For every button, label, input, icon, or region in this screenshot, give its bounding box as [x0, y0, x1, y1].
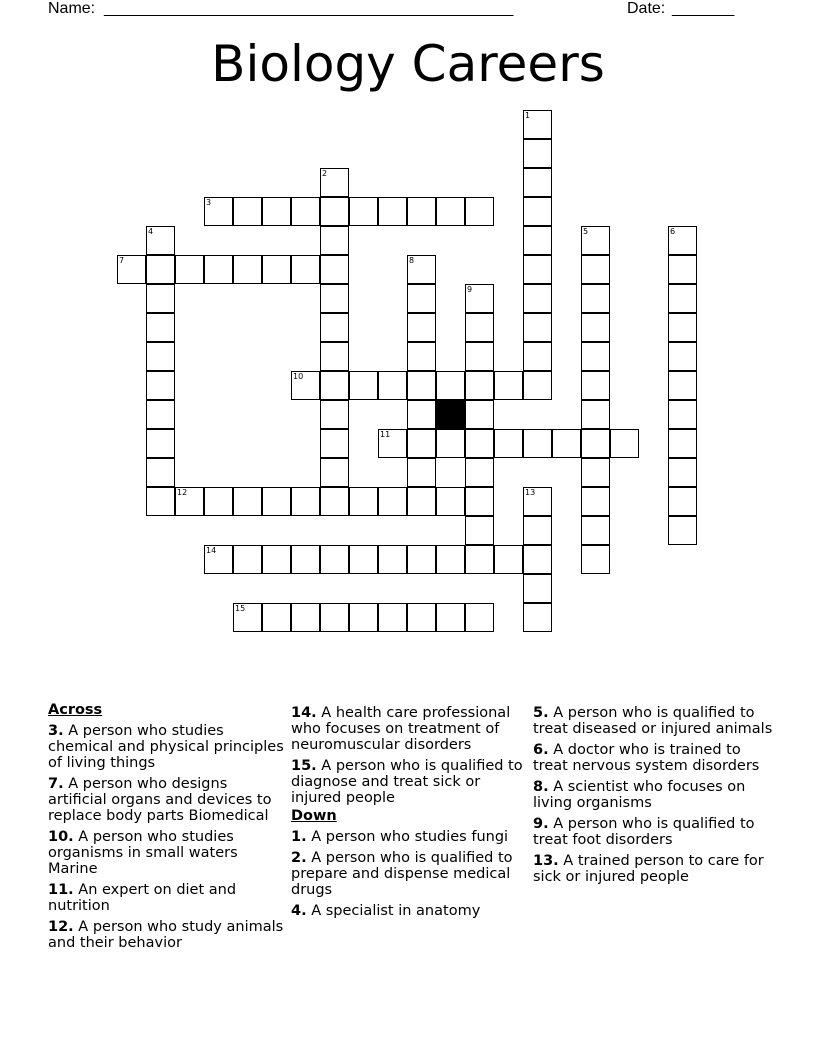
clue-item-number: 7.	[48, 776, 64, 792]
crossword-cell[interactable]	[146, 255, 175, 284]
clue-item-number: 5.	[533, 705, 549, 721]
crossword-cell[interactable]	[320, 313, 349, 342]
clue-item-text: A person who is qualified to treat foot disorders	[533, 816, 755, 848]
crossword-cell[interactable]	[494, 371, 523, 400]
crossword-cell[interactable]	[465, 487, 494, 516]
crossword-cell[interactable]	[465, 371, 494, 400]
crossword-cell[interactable]	[668, 487, 697, 516]
crossword-cell[interactable]	[523, 226, 552, 255]
crossword-cell[interactable]	[175, 487, 204, 516]
crossword-cell[interactable]	[320, 284, 349, 313]
clue-item	[48, 829, 284, 877]
clue-item	[533, 816, 773, 848]
crossword-cell[interactable]	[407, 487, 436, 516]
crossword-cell[interactable]	[523, 313, 552, 342]
crossword-cell[interactable]	[233, 603, 262, 632]
date-field[interactable]: _______	[672, 0, 735, 17]
crossword-cell[interactable]	[407, 342, 436, 371]
crossword-cell[interactable]	[581, 400, 610, 429]
crossword-cell[interactable]	[407, 603, 436, 632]
clue-number: 6	[670, 227, 676, 236]
clue-item-number: 14.	[291, 705, 317, 721]
crossword-cell[interactable]	[233, 487, 262, 516]
crossword-cell[interactable]	[349, 487, 378, 516]
crossword-cell[interactable]	[146, 487, 175, 516]
crossword-cell[interactable]	[465, 603, 494, 632]
crossword-cell[interactable]	[465, 400, 494, 429]
crossword-cell[interactable]	[668, 342, 697, 371]
crossword-cell[interactable]	[436, 197, 465, 226]
crossword-cell[interactable]	[233, 197, 262, 226]
crossword-cell[interactable]	[204, 255, 233, 284]
crossword-cell[interactable]	[320, 371, 349, 400]
crossword-cell[interactable]	[291, 371, 320, 400]
crossword-cell[interactable]	[320, 226, 349, 255]
crossword-cell[interactable]	[523, 429, 552, 458]
clue-item-text: A person who is qualified to treat diseased or injured animals	[533, 705, 773, 737]
crossword-cell[interactable]	[349, 371, 378, 400]
crossword-cell[interactable]	[668, 226, 697, 255]
clue-item-number: 1.	[291, 829, 307, 845]
crossword-cell[interactable]	[146, 458, 175, 487]
clue-item	[48, 919, 284, 951]
clue-item	[291, 903, 525, 919]
clue-column-2	[291, 700, 525, 919]
crossword-cell[interactable]	[146, 371, 175, 400]
clue-number: 8	[409, 256, 415, 265]
clue-number: 12	[177, 488, 188, 497]
clue-item-text: A specialist in anatomy	[311, 903, 481, 919]
crossword-cell[interactable]	[465, 516, 494, 545]
crossword-cell[interactable]	[320, 255, 349, 284]
crossword-cell[interactable]	[668, 458, 697, 487]
crossword-cell[interactable]	[407, 371, 436, 400]
crossword-cell[interactable]	[407, 429, 436, 458]
clue-item-text: A doctor who is trained to treat nervous system disorders	[533, 742, 760, 774]
crossword-cell[interactable]	[349, 197, 378, 226]
crossword-cell[interactable]	[233, 545, 262, 574]
crossword-cell[interactable]	[233, 255, 262, 284]
clue-number: 9	[467, 285, 473, 294]
clue-item	[533, 779, 773, 811]
crossword-cell[interactable]	[494, 545, 523, 574]
crossword-cell[interactable]	[320, 429, 349, 458]
clue-item-number: 3.	[48, 723, 64, 739]
crossword-cell[interactable]	[523, 284, 552, 313]
crossword-cell[interactable]	[494, 429, 523, 458]
crossword-cell[interactable]	[581, 545, 610, 574]
crossword-cell[interactable]	[436, 545, 465, 574]
crossword-cell[interactable]	[262, 255, 291, 284]
crossword-cell[interactable]	[378, 603, 407, 632]
clue-item-number: 15.	[291, 758, 317, 774]
clue-item	[291, 705, 525, 753]
clue-item-text: A person who studies organisms in small waters Marine	[48, 829, 238, 877]
crossword-cell[interactable]	[581, 458, 610, 487]
crossword-cell[interactable]	[668, 516, 697, 545]
crossword-cell[interactable]	[581, 313, 610, 342]
crossword-cell[interactable]	[204, 197, 233, 226]
clue-item	[48, 723, 284, 771]
crossword-cell[interactable]	[407, 545, 436, 574]
crossword-cell[interactable]	[523, 516, 552, 545]
clue-number: 11	[380, 430, 391, 439]
crossword-cell[interactable]	[465, 429, 494, 458]
crossword-cell[interactable]	[523, 545, 552, 574]
clue-item-number: 11.	[48, 882, 74, 898]
clue-item	[48, 882, 284, 914]
crossword-cell[interactable]	[378, 487, 407, 516]
crossword-cell[interactable]	[436, 487, 465, 516]
date-label: Date:	[627, 0, 666, 17]
crossword-cell[interactable]	[668, 400, 697, 429]
crossword-cell[interactable]	[581, 487, 610, 516]
clue-item-text: A person who study animals and their behavior	[48, 919, 284, 951]
crossword-cell[interactable]	[204, 487, 233, 516]
crossword-cell[interactable]	[262, 603, 291, 632]
crossword-cell[interactable]	[610, 429, 639, 458]
clue-item-text: A person who is qualified to diagnose and treat sick or injured people	[291, 758, 523, 806]
crossword-cell[interactable]	[436, 603, 465, 632]
clue-number: 10	[293, 372, 304, 381]
clue-item-text: A person who studies fungi	[311, 829, 509, 845]
crossword-cell[interactable]	[523, 371, 552, 400]
crossword-cell[interactable]	[378, 545, 407, 574]
clue-number: 2	[322, 169, 328, 178]
clue-item-number: 13.	[533, 853, 559, 869]
crossword-cell[interactable]	[581, 342, 610, 371]
crossword-cell[interactable]	[378, 197, 407, 226]
clue-number: 4	[148, 227, 154, 236]
crossword-cell[interactable]	[523, 255, 552, 284]
crossword-cell[interactable]	[523, 574, 552, 603]
crossword-cell[interactable]	[581, 516, 610, 545]
crossword-cell[interactable]	[581, 284, 610, 313]
crossword-block	[436, 400, 465, 429]
crossword-cell[interactable]	[175, 255, 204, 284]
crossword-cell[interactable]	[320, 545, 349, 574]
clue-item-text: A health care professional who focuses on treatment of neuromuscular disorders	[291, 705, 511, 753]
crossword-cell[interactable]	[204, 545, 233, 574]
clue-number: 5	[583, 227, 589, 236]
crossword-cell[interactable]	[581, 371, 610, 400]
crossword-cell[interactable]	[465, 313, 494, 342]
crossword-cell[interactable]	[146, 400, 175, 429]
clue-heading-across: Across	[48, 702, 103, 718]
crossword-cell[interactable]	[523, 197, 552, 226]
crossword-cell[interactable]	[581, 429, 610, 458]
clue-item	[291, 829, 525, 845]
clue-number: 1	[525, 111, 531, 120]
crossword-cell[interactable]	[668, 284, 697, 313]
clue-item-number: 12.	[48, 919, 74, 935]
clue-item-text: A person who designs artificial organs and devices to replace body parts Biomedical	[48, 776, 272, 824]
crossword-cell[interactable]	[262, 197, 291, 226]
clue-column-1	[48, 700, 284, 951]
crossword-cell[interactable]	[262, 545, 291, 574]
crossword-cell[interactable]	[146, 342, 175, 371]
clue-item-text: A person who studies chemical and physical principles of living things	[48, 723, 284, 771]
crossword-cell[interactable]	[407, 313, 436, 342]
clue-item	[533, 705, 773, 737]
clue-item-number: 2.	[291, 850, 307, 866]
clue-number: 3	[206, 198, 212, 207]
page-title: Biology Careers	[211, 35, 605, 93]
crossword-cell[interactable]	[407, 400, 436, 429]
crossword-cell[interactable]	[349, 545, 378, 574]
clue-item-number: 6.	[533, 742, 549, 758]
clue-item-text: A scientist who focuses on living organisms	[533, 779, 746, 811]
crossword-cell[interactable]	[523, 342, 552, 371]
crossword-cell[interactable]	[146, 313, 175, 342]
crossword-cell[interactable]	[146, 284, 175, 313]
clue-column-3	[533, 700, 773, 885]
crossword-cell[interactable]	[436, 371, 465, 400]
clue-item-number: 9.	[533, 816, 549, 832]
crossword-cell[interactable]	[465, 197, 494, 226]
crossword-cell[interactable]	[407, 197, 436, 226]
crossword-cell[interactable]	[668, 255, 697, 284]
crossword-cell[interactable]	[262, 487, 291, 516]
clue-number: 13	[525, 488, 536, 497]
crossword-cell[interactable]	[581, 255, 610, 284]
clue-number: 14	[206, 546, 217, 555]
crossword-cell[interactable]	[349, 603, 378, 632]
crossword-cell[interactable]	[320, 458, 349, 487]
crossword-cell[interactable]	[523, 603, 552, 632]
clue-item	[291, 850, 525, 898]
crossword-cell[interactable]	[378, 429, 407, 458]
crossword-cell[interactable]	[320, 603, 349, 632]
crossword-cell[interactable]	[291, 545, 320, 574]
name-field[interactable]: ______________________________________________	[104, 0, 514, 17]
clue-item	[533, 853, 773, 885]
clue-item-number: 10.	[48, 829, 74, 845]
crossword-cell[interactable]	[465, 342, 494, 371]
crossword-cell[interactable]	[552, 429, 581, 458]
crossword-cell[interactable]	[465, 458, 494, 487]
crossword-cell[interactable]	[291, 255, 320, 284]
clue-item-text: A trained person to care for sick or injured people	[533, 853, 764, 885]
crossword-cell[interactable]	[146, 226, 175, 255]
crossword-cell[interactable]	[291, 487, 320, 516]
crossword-cell[interactable]	[523, 487, 552, 516]
crossword-cell[interactable]	[407, 458, 436, 487]
crossword-cell[interactable]	[581, 226, 610, 255]
crossword-cell[interactable]	[407, 284, 436, 313]
crossword-cell[interactable]	[291, 197, 320, 226]
clue-item-number: 4.	[291, 903, 307, 919]
crossword-cell[interactable]	[320, 400, 349, 429]
clue-item-number: 8.	[533, 779, 549, 795]
clue-number: 15	[235, 604, 246, 613]
clue-number: 7	[119, 256, 125, 265]
crossword-cell[interactable]	[523, 110, 552, 139]
clue-item-text: An expert on diet and nutrition	[48, 882, 237, 914]
crossword-cell[interactable]	[523, 168, 552, 197]
crossword-cell[interactable]	[668, 313, 697, 342]
name-label: Name:	[48, 0, 96, 17]
crossword-cell[interactable]	[465, 284, 494, 313]
crossword-cell[interactable]	[523, 139, 552, 168]
crossword-cell[interactable]	[291, 603, 320, 632]
crossword-cell[interactable]	[320, 168, 349, 197]
crossword-cell[interactable]	[668, 371, 697, 400]
clue-item	[533, 742, 773, 774]
crossword-cell[interactable]	[117, 255, 146, 284]
clue-heading-down: Down	[291, 808, 337, 824]
crossword-cell[interactable]	[320, 342, 349, 371]
crossword-cell[interactable]	[320, 487, 349, 516]
crossword-cell[interactable]	[320, 197, 349, 226]
clue-item	[291, 758, 525, 806]
crossword-cell[interactable]	[407, 255, 436, 284]
crossword-cell[interactable]	[668, 429, 697, 458]
clue-item-text: A person who is qualified to prepare and dispense medical drugs	[291, 850, 513, 898]
clue-item	[48, 776, 284, 824]
crossword-cell[interactable]	[465, 545, 494, 574]
crossword-cell[interactable]	[436, 429, 465, 458]
crossword-cell[interactable]	[378, 371, 407, 400]
crossword-cell[interactable]	[146, 429, 175, 458]
